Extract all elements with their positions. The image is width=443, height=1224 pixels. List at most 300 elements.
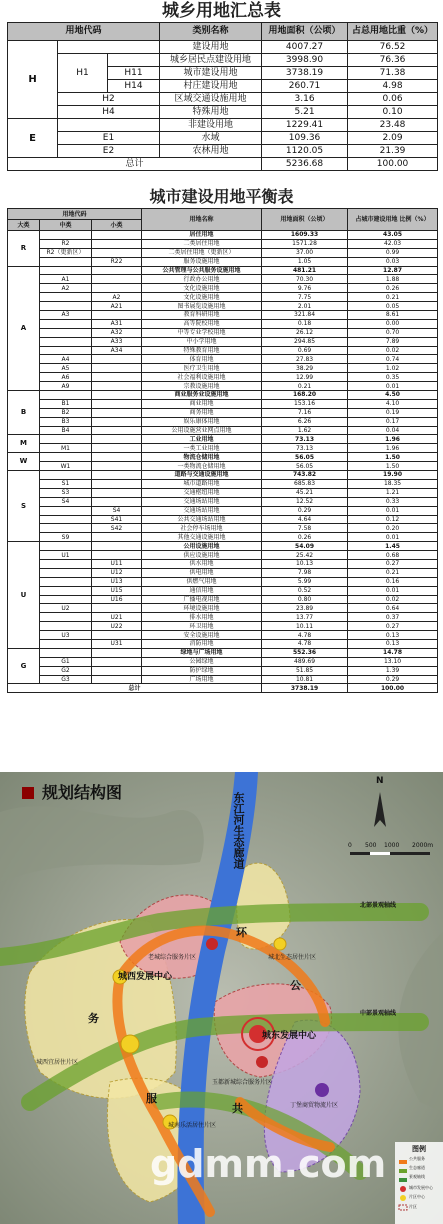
table-row: [8, 506, 438, 515]
table-row: [8, 675, 438, 684]
balance-header-name: 用地名称: [142, 209, 262, 231]
zone-label: 丁堡商贸物流片区: [290, 1102, 339, 1109]
legend-swatch: [400, 1186, 406, 1192]
mid-code-cell: [40, 435, 92, 444]
area-cell: 294.85: [262, 337, 348, 346]
area-cell: 10.81: [262, 675, 348, 684]
minor-code-cell: [92, 239, 142, 248]
minor-code-cell: U22: [92, 622, 142, 631]
minor-code-cell: [92, 648, 142, 657]
code-cell: E1: [58, 132, 160, 145]
code-cell: H14: [108, 80, 160, 93]
name-cell: 商业用地: [142, 399, 262, 408]
minor-code-cell: [92, 408, 142, 417]
legend-item: 景观轴线: [409, 1174, 425, 1179]
pct-cell: 21.39: [348, 145, 438, 158]
name-cell: 特殊教育用地: [142, 346, 262, 355]
name-cell: 体育用地: [142, 355, 262, 364]
table-row: [8, 106, 438, 119]
name-cell: 娱乐康体用地: [142, 417, 262, 426]
table-row: [8, 132, 438, 145]
name-cell: 水域: [160, 132, 262, 145]
scale-label: 0: [348, 842, 352, 849]
area-cell: 0.29: [262, 506, 348, 515]
minor-code-cell: [92, 266, 142, 275]
mid-code-cell: [40, 568, 92, 577]
table-row: [8, 577, 438, 586]
table-row: [8, 54, 438, 67]
table-row: [8, 639, 438, 648]
pct-cell: 0.01: [348, 382, 438, 391]
west-residential-center-marker: [121, 1035, 139, 1053]
minor-code-cell: A32: [92, 328, 142, 337]
minor-code-cell: [92, 471, 142, 480]
table-row: [8, 275, 438, 284]
legend-item: 城市发展中心: [409, 1185, 433, 1190]
pct-cell: 0.70: [348, 328, 438, 337]
name-cell: 公共管理与公共服务设施用地: [142, 266, 262, 275]
mid-code-cell: A5: [40, 364, 92, 373]
name-cell: 物流仓储用地: [142, 453, 262, 462]
pct-cell: 1.21: [348, 488, 438, 497]
area-cell: 1.62: [262, 426, 348, 435]
minor-code-cell: A2: [92, 293, 142, 302]
mid-code-cell: R2: [40, 239, 92, 248]
pct-cell: 4.98: [348, 80, 438, 93]
major-code-cell: U: [8, 542, 40, 649]
pct-cell: 0.01: [348, 533, 438, 542]
mid-code-cell: A2: [40, 284, 92, 293]
area-cell: 3.16: [262, 93, 348, 106]
area-cell: 685.83: [262, 479, 348, 488]
corridor-label-4: 服: [146, 1092, 157, 1105]
name-cell: 中小学用地: [142, 337, 262, 346]
pct-cell: 0.03: [348, 257, 438, 266]
table-row: [8, 231, 438, 240]
area-cell: 9.76: [262, 284, 348, 293]
mid-code-cell: [40, 639, 92, 648]
mid-code-cell: S9: [40, 533, 92, 542]
pct-cell: 0.02: [348, 595, 438, 604]
mid-code-cell: A6: [40, 373, 92, 382]
name-cell: 城市建设用地: [160, 67, 262, 80]
corridor-label-3: 务: [88, 1012, 99, 1025]
table-row: [8, 524, 438, 533]
mid-code-cell: U3: [40, 631, 92, 640]
area-cell: 45.21: [262, 488, 348, 497]
name-cell: 中等专业学校用地: [142, 328, 262, 337]
name-cell: 高等院校用地: [142, 319, 262, 328]
minor-code-cell: [92, 657, 142, 666]
area-cell: 0.69: [262, 346, 348, 355]
area-cell: 743.82: [262, 471, 348, 480]
major-code-cell: M: [8, 435, 40, 453]
pct-cell: 0.68: [348, 551, 438, 560]
minor-code-cell: [92, 399, 142, 408]
area-cell: 0.21: [262, 382, 348, 391]
area-cell: 321.84: [262, 311, 348, 320]
minor-code-cell: A21: [92, 302, 142, 311]
zone-label: 城西宜居住片区: [36, 1059, 79, 1066]
area-cell: 4007.27: [262, 41, 348, 54]
axis-label: 中部景观轴线: [360, 1010, 397, 1017]
watermark: gdmm.com: [150, 1142, 387, 1186]
area-cell: 56.05: [262, 453, 348, 462]
minor-code-cell: R22: [92, 257, 142, 266]
pct-cell: 0.10: [348, 106, 438, 119]
name-cell: 防护绿地: [142, 666, 262, 675]
total-pct: 100.00: [348, 684, 438, 693]
minor-code-cell: [92, 497, 142, 506]
pct-cell: 0.06: [348, 93, 438, 106]
corridor-label-5: 共: [232, 1102, 243, 1115]
area-cell: 7.75: [262, 293, 348, 302]
area-cell: 23.89: [262, 604, 348, 613]
area-cell: 4.78: [262, 639, 348, 648]
name-cell: 文化设施用地: [142, 284, 262, 293]
name-cell: 供应设施用地: [142, 551, 262, 560]
table-row: [8, 284, 438, 293]
minor-code-cell: [92, 551, 142, 560]
pct-cell: 71.38: [348, 67, 438, 80]
minor-code-cell: [92, 533, 142, 542]
table-row: [8, 622, 438, 631]
pct-cell: 0.37: [348, 613, 438, 622]
area-cell: 51.85: [262, 666, 348, 675]
name-cell: 二类居住用地（更新区）: [142, 248, 262, 257]
table-row: [8, 93, 438, 106]
map-title-text: 规划结构图: [42, 783, 123, 802]
table-row: [8, 426, 438, 435]
name-cell: 一类工业用地: [142, 444, 262, 453]
table-row: [8, 41, 438, 54]
mid-code-cell: S3: [40, 488, 92, 497]
major-code-cell: R: [8, 231, 40, 267]
area-cell: 168.20: [262, 391, 348, 400]
mid-code-cell: G3: [40, 675, 92, 684]
table-row: [8, 435, 438, 444]
pct-cell: 1.88: [348, 275, 438, 284]
mid-code-cell: [40, 337, 92, 346]
north-label: N: [376, 776, 384, 786]
area-cell: 6.26: [262, 417, 348, 426]
area-cell: 109.36: [262, 132, 348, 145]
name-cell: 交通场站用地: [142, 506, 262, 515]
area-cell: 5.99: [262, 577, 348, 586]
area-cell: 7.16: [262, 408, 348, 417]
table-row: [8, 302, 438, 311]
minor-code-cell: U16: [92, 595, 142, 604]
mid-code-cell: A4: [40, 355, 92, 364]
mid-code-cell: [40, 346, 92, 355]
legend-item: 片区: [409, 1204, 417, 1209]
area-cell: 1571.28: [262, 239, 348, 248]
area-cell: 3738.19: [262, 67, 348, 80]
table-row: [8, 666, 438, 675]
balance-header-minor: 小类: [92, 220, 142, 231]
name-cell: 供燃气用地: [142, 577, 262, 586]
name-cell: 道路与交通设施用地: [142, 471, 262, 480]
name-cell: 非建设用地: [160, 119, 262, 132]
name-cell: 公用设施营业网点用地: [142, 426, 262, 435]
name-cell: 供水用地: [142, 559, 262, 568]
minor-code-cell: [92, 631, 142, 640]
area-cell: 54.09: [262, 542, 348, 551]
minor-code-cell: [92, 355, 142, 364]
name-cell: 绿地与广场用地: [142, 648, 262, 657]
logistics-center-marker: [315, 1083, 329, 1097]
table-row: [8, 328, 438, 337]
name-cell: 供电用地: [142, 568, 262, 577]
minor-code-cell: [92, 542, 142, 551]
mid-code-cell: [40, 302, 92, 311]
area-cell: 0.80: [262, 595, 348, 604]
mid-code-cell: S1: [40, 479, 92, 488]
area-cell: 12.52: [262, 497, 348, 506]
table-row: [8, 515, 438, 524]
name-cell: 商务用地: [142, 408, 262, 417]
mid-code-cell: [40, 542, 92, 551]
area-cell: 1229.41: [262, 119, 348, 132]
balance-header-pct: 占城市建设用地 比例（%）: [348, 209, 438, 231]
area-cell: 12.99: [262, 373, 348, 382]
mid-code-cell: [40, 648, 92, 657]
title-marker-icon: [22, 787, 34, 799]
code-cell: H1: [58, 54, 108, 93]
minor-code-cell: [92, 248, 142, 257]
minor-code-cell: [92, 479, 142, 488]
pct-cell: 0.04: [348, 426, 438, 435]
area-cell: 37.00: [262, 248, 348, 257]
area-cell: 0.18: [262, 319, 348, 328]
minor-code-cell: [92, 604, 142, 613]
river-label: 东江河生态廊道: [232, 792, 245, 869]
legend-item: 公共服务: [409, 1156, 425, 1161]
pct-cell: 7.89: [348, 337, 438, 346]
mid-code-cell: [40, 577, 92, 586]
minor-code-cell: S42: [92, 524, 142, 533]
area-cell: 489.69: [262, 657, 348, 666]
table-row: [8, 346, 438, 355]
minor-code-cell: U12: [92, 568, 142, 577]
legend-swatch: [399, 1160, 407, 1164]
table-row: [8, 417, 438, 426]
area-cell: 2.01: [262, 302, 348, 311]
name-cell: 排水用地: [142, 613, 262, 622]
pct-cell: 2.09: [348, 132, 438, 145]
center-label-west: 城西发展中心: [118, 972, 173, 982]
table-row: [8, 293, 438, 302]
name-cell: 环卫用地: [142, 622, 262, 631]
area-cell: 10.11: [262, 622, 348, 631]
pct-cell: 0.19: [348, 408, 438, 417]
pct-cell: 0.01: [348, 586, 438, 595]
pct-cell: 0.27: [348, 559, 438, 568]
area-cell: 25.42: [262, 551, 348, 560]
pct-cell: 1.96: [348, 444, 438, 453]
table-row: [8, 568, 438, 577]
name-cell: 通信用地: [142, 586, 262, 595]
table-row: [8, 399, 438, 408]
mid-code-cell: [40, 471, 92, 480]
old-town-center-marker: [206, 938, 218, 950]
minor-code-cell: A34: [92, 346, 142, 355]
center-label-east: 城东发展中心: [262, 1031, 317, 1041]
table-row: [8, 373, 438, 382]
legend-item: 生态廊道: [409, 1165, 425, 1170]
area-cell: 3998.90: [262, 54, 348, 67]
major-code-cell: G: [8, 648, 40, 684]
name-cell: 交通枢纽用地: [142, 488, 262, 497]
table-row: [8, 533, 438, 542]
name-cell: 环境设施用地: [142, 604, 262, 613]
pct-cell: 1.45: [348, 542, 438, 551]
pct-cell: 0.12: [348, 515, 438, 524]
pct-cell: 0.00: [348, 319, 438, 328]
name-cell: 公共交通场站用地: [142, 515, 262, 524]
area-cell: 0.26: [262, 533, 348, 542]
minor-code-cell: U15: [92, 586, 142, 595]
corridor-label-1: 环: [236, 926, 247, 939]
name-cell: 社会福利设施用地: [142, 373, 262, 382]
pct-cell: 0.02: [348, 346, 438, 355]
mid-code-cell: [40, 266, 92, 275]
pct-cell: 23.48: [348, 119, 438, 132]
area-cell: 56.05: [262, 462, 348, 471]
minor-code-cell: U11: [92, 559, 142, 568]
minor-code-cell: [92, 426, 142, 435]
map-title: [22, 780, 122, 803]
table-row: [8, 311, 438, 320]
area-cell: 1.05: [262, 257, 348, 266]
total-label: 总计: [8, 158, 262, 171]
mid-code-cell: U1: [40, 551, 92, 560]
pct-cell: 0.16: [348, 577, 438, 586]
minor-code-cell: [92, 435, 142, 444]
area-cell: 27.83: [262, 355, 348, 364]
pct-cell: 0.26: [348, 284, 438, 293]
area-cell: 552.36: [262, 648, 348, 657]
minor-code-cell: [92, 364, 142, 373]
pct-cell: 19.90: [348, 471, 438, 480]
area-cell: 153.16: [262, 399, 348, 408]
total-area: 5236.68: [262, 158, 348, 171]
pct-cell: 4.10: [348, 399, 438, 408]
area-cell: 7.58: [262, 524, 348, 533]
table-row: [8, 559, 438, 568]
name-cell: 二类居住用地: [142, 239, 262, 248]
name-cell: 服务设施用地: [142, 257, 262, 266]
total-row: [8, 158, 438, 171]
minor-code-cell: [92, 373, 142, 382]
mid-code-cell: [40, 524, 92, 533]
minor-code-cell: [92, 284, 142, 293]
mid-code-cell: [40, 293, 92, 302]
minor-code-cell: [92, 391, 142, 400]
major-code-cell: W: [8, 453, 40, 471]
area-cell: 1120.05: [262, 145, 348, 158]
table-row: [8, 408, 438, 417]
pct-cell: 76.36: [348, 54, 438, 67]
area-cell: 260.71: [262, 80, 348, 93]
summary-header-name: 类别名称: [160, 23, 262, 41]
mid-code-cell: M1: [40, 444, 92, 453]
balance-header-code: 用地代码: [8, 209, 142, 220]
scale-label: 2000m: [412, 842, 434, 849]
table-row: [8, 355, 438, 364]
pct-cell: 76.52: [348, 41, 438, 54]
table-row: [8, 613, 438, 622]
name-cell: 城乡居民点建设用地: [160, 54, 262, 67]
summary-header-row: [8, 23, 438, 41]
balance-title: 城市建设用地平衡表: [149, 187, 294, 206]
pct-cell: 0.64: [348, 604, 438, 613]
area-cell: 10.13: [262, 559, 348, 568]
name-cell: 医疗卫生用地: [142, 364, 262, 373]
zone-label: 城北生态居住片区: [268, 954, 317, 961]
balance-header-mid: 中类: [40, 220, 92, 231]
minor-code-cell: [92, 453, 142, 462]
name-cell: 消防用地: [142, 639, 262, 648]
name-cell: 公园绿地: [142, 657, 262, 666]
table-row: [8, 444, 438, 453]
mid-code-cell: [40, 559, 92, 568]
name-cell: 城市道路用地: [142, 479, 262, 488]
pct-cell: 0.33: [348, 497, 438, 506]
table-row: [8, 488, 438, 497]
name-cell: 农林用地: [160, 145, 262, 158]
pct-cell: 8.61: [348, 311, 438, 320]
minor-code-cell: [92, 275, 142, 284]
total-area: 3738.19: [262, 684, 348, 693]
pct-cell: 1.39: [348, 666, 438, 675]
summary-title: 城乡用地汇总表: [162, 1, 281, 21]
area-cell: 4.64: [262, 515, 348, 524]
zone-label: 老城综合服务片区: [148, 954, 197, 961]
code-cell: H4: [58, 106, 160, 119]
table-row: [8, 453, 438, 462]
table-row: [8, 382, 438, 391]
legend-swatch: [399, 1169, 407, 1173]
pct-cell: 13.10: [348, 657, 438, 666]
minor-code-cell: [92, 488, 142, 497]
code-cell: H: [8, 41, 58, 119]
axis-label: 北部景观轴线: [360, 902, 397, 909]
pct-cell: 0.01: [348, 506, 438, 515]
table-row: [8, 239, 438, 248]
name-cell: 文化设施用地: [142, 293, 262, 302]
minor-code-cell: [92, 675, 142, 684]
area-cell: 0.52: [262, 586, 348, 595]
area-cell: 73.13: [262, 444, 348, 453]
mid-code-cell: A3: [40, 311, 92, 320]
legend-title: 图例: [412, 1145, 426, 1153]
table-row: [8, 551, 438, 560]
mid-code-cell: [40, 453, 92, 462]
summary-header-code: 用地代码: [8, 23, 160, 41]
pct-cell: 0.21: [348, 293, 438, 302]
mid-code-cell: B3: [40, 417, 92, 426]
area-cell: 73.13: [262, 435, 348, 444]
legend-box: [395, 1142, 443, 1224]
planning-structure-map: [0, 772, 443, 1224]
table-row: [8, 337, 438, 346]
minor-code-cell: A33: [92, 337, 142, 346]
minor-code-cell: S4: [92, 506, 142, 515]
balance-table: [7, 208, 438, 693]
north-center-marker: [274, 938, 286, 950]
mid-code-cell: [40, 319, 92, 328]
